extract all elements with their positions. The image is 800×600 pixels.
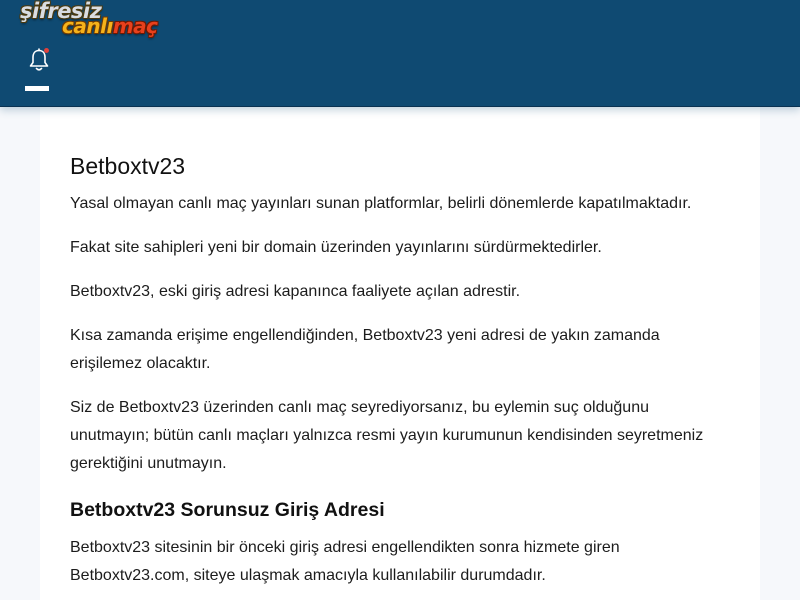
article-subtitle: Betboxtv23 Sorunsuz Giriş Adresi <box>70 499 385 521</box>
menu-bar-icon[interactable] <box>25 86 49 91</box>
article-sub-paragraph-1: Betboxtv23 sitesinin bir önceki giriş adresi engellendikten sonra hizmete giren Betboxtv23.com, siteye ulaşmak amacıyla kullanılabilir durumdadır. <box>70 539 620 584</box>
article-paragraph-4: Kısa zamanda erişime engellendiğinden, Betboxtv23 yeni adresi de yakın zamanda erişilemez olacaktır. <box>70 327 660 372</box>
logo-text-sifresiz: şifresiz <box>20 0 102 23</box>
site-logo[interactable] <box>20 0 166 40</box>
article-paragraph-5: Siz de Betboxtv23 üzerinden canlı maç seyrediyorsanız, bu eylemin suç olduğunu unutmayın; bütün canlı maçları yalnızca resmi yayın kurumunun kendisinden seyretmeniz gerektiğini unutmayın. <box>70 399 704 472</box>
article-title: Betboxtv23 <box>70 153 186 179</box>
logo-text-canli: canlı <box>62 14 113 38</box>
notification-button[interactable] <box>28 48 50 72</box>
logo-text-mac: maç <box>112 14 158 38</box>
notification-badge-dot <box>44 48 49 53</box>
article-paragraph-2: Fakat site sahipleri yeni bir domain üzerinden yayınlarını sürdürmektedirler. <box>70 239 602 256</box>
article-paragraph-3: Betboxtv23, eski giriş adresi kapanınca faaliyete açılan adrestir. <box>70 283 521 300</box>
article-paragraph-1: Yasal olmayan canlı maç yayınları sunan platformlar, belirli dönemlerde kapatılmaktadır. <box>70 195 692 212</box>
article-container <box>40 107 760 600</box>
logo-text-bottom <box>62 16 158 36</box>
site-header <box>0 0 800 107</box>
